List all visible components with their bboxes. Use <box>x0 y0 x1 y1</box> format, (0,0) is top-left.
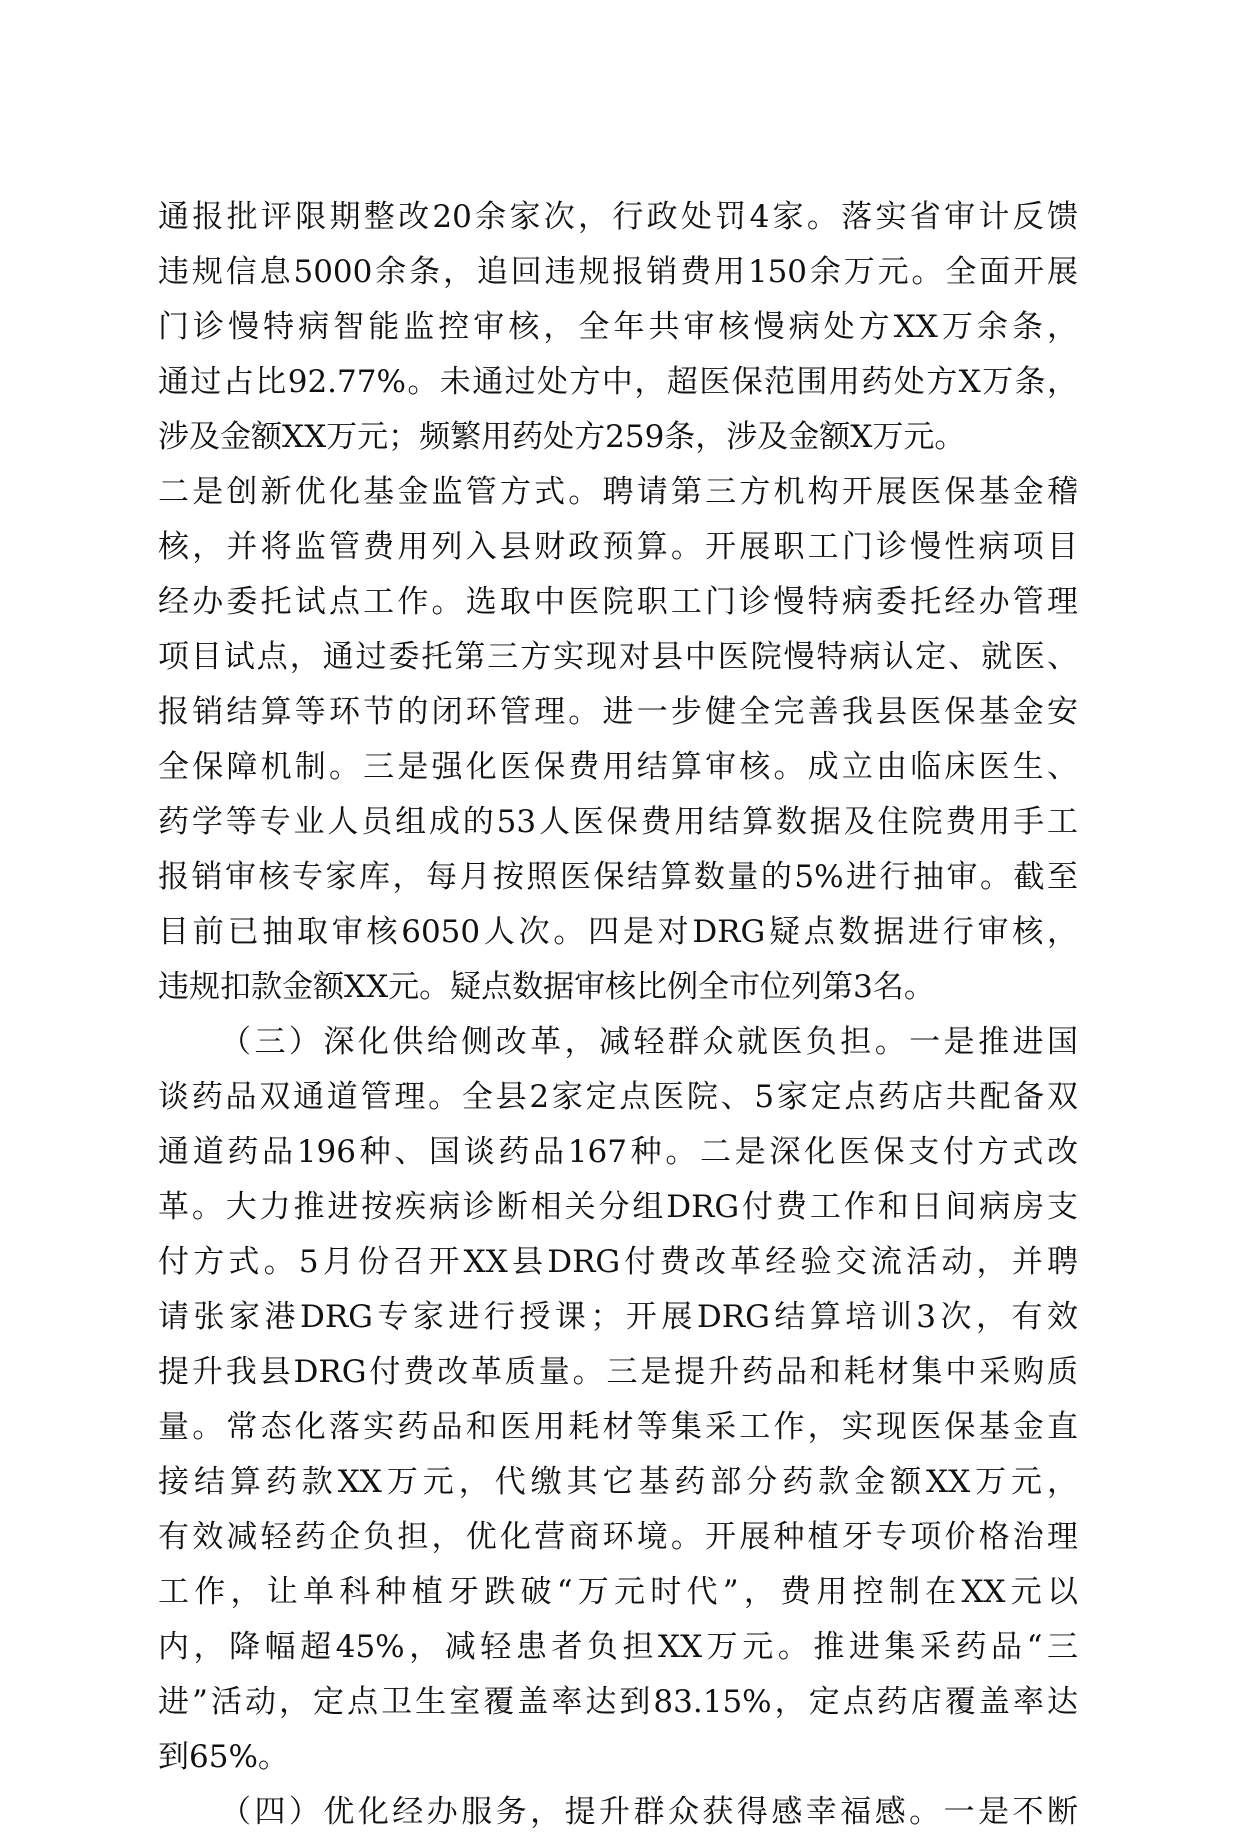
text-line: 药学等专业人员组成的53人医保费用结算数据及住院费用手工 <box>158 804 1078 840</box>
text-line: 目前已抽取审核6050人次。四是对DRG疑点数据进行审核， <box>158 914 1078 950</box>
text-line: 门诊慢特病智能监控审核，全年共审核慢病处方XX万余条， <box>158 309 1078 345</box>
text-line: 有效减轻药企负担，优化营商环境。开展种植牙专项价格治理 <box>158 1519 1078 1555</box>
text-line: 违规扣款金额XX元。疑点数据审核比例全市位列第3名。 <box>158 969 935 1005</box>
text-line: 提升我县DRG付费改革质量。三是提升药品和耗材集中采购质 <box>158 1354 1078 1390</box>
text-line: 涉及金额XX万元；频繁用药处方259条，涉及金额X万元。 <box>158 419 966 455</box>
text-line: 通道药品196种、国谈药品167种。二是深化医保支付方式改 <box>158 1134 1078 1170</box>
text-line: 到65%。 <box>158 1739 289 1775</box>
text-line: 报销结算等环节的闭环管理。进一步健全完善我县医保基金安 <box>158 694 1078 730</box>
text-line: 项目试点，通过委托第三方实现对县中医院慢特病认定、就医、 <box>158 639 1078 675</box>
text-line: 违规信息5000余条，追回违规报销费用150余万元。全面开展 <box>158 254 1078 290</box>
section-heading-line: （四）优化经办服务，提升群众获得感幸福感。一是不断 <box>220 1794 1078 1830</box>
document-page <box>158 190 1078 1840</box>
text-line: 量。常态化落实药品和医用耗材等集采工作，实现医保基金直 <box>158 1409 1078 1445</box>
text-line: 进”活动，定点卫生室覆盖率达到83.15%，定点药店覆盖率达 <box>158 1684 1078 1720</box>
text-line: 全保障机制。三是强化医保费用结算审核。成立由临床医生、 <box>158 749 1078 785</box>
text-line: 经办委托试点工作。选取中医院职工门诊慢特病委托经办管理 <box>158 584 1078 620</box>
text-line: 核，并将监管费用列入县财政预算。开展职工门诊慢性病项目 <box>158 529 1078 565</box>
text-line: 通报批评限期整改20余家次，行政处罚4家。落实省审计反馈 <box>158 199 1078 235</box>
text-line: 接结算药款XX万元，代缴其它基药部分药款金额XX万元， <box>158 1464 1078 1500</box>
text-line: 谈药品双通道管理。全县2家定点医院、5家定点药店共配备双 <box>158 1079 1078 1115</box>
text-line: 革。大力推进按疾病诊断相关分组DRG付费工作和日间病房支 <box>158 1189 1078 1225</box>
text-line: 工作，让单科种植牙跌破“万元时代”，费用控制在XX元以 <box>158 1574 1078 1610</box>
section-heading-line: （三）深化供给侧改革，减轻群众就医负担。一是推进国 <box>220 1024 1078 1060</box>
text-line: 付方式。5月份召开XX县DRG付费改革经验交流活动，并聘 <box>158 1244 1078 1280</box>
text-line: 请张家港DRG专家进行授课；开展DRG结算培训3次，有效 <box>158 1299 1078 1335</box>
text-line: 内，降幅超45%，减轻患者负担XX万元。推进集采药品“三 <box>158 1629 1078 1665</box>
text-line: 二是创新优化基金监管方式。聘请第三方机构开展医保基金稽 <box>158 474 1078 510</box>
text-line: 报销审核专家库，每月按照医保结算数量的5%进行抽审。截至 <box>158 859 1078 895</box>
text-line: 通过占比92.77%。未通过处方中，超医保范围用药处方X万条， <box>158 364 1078 400</box>
